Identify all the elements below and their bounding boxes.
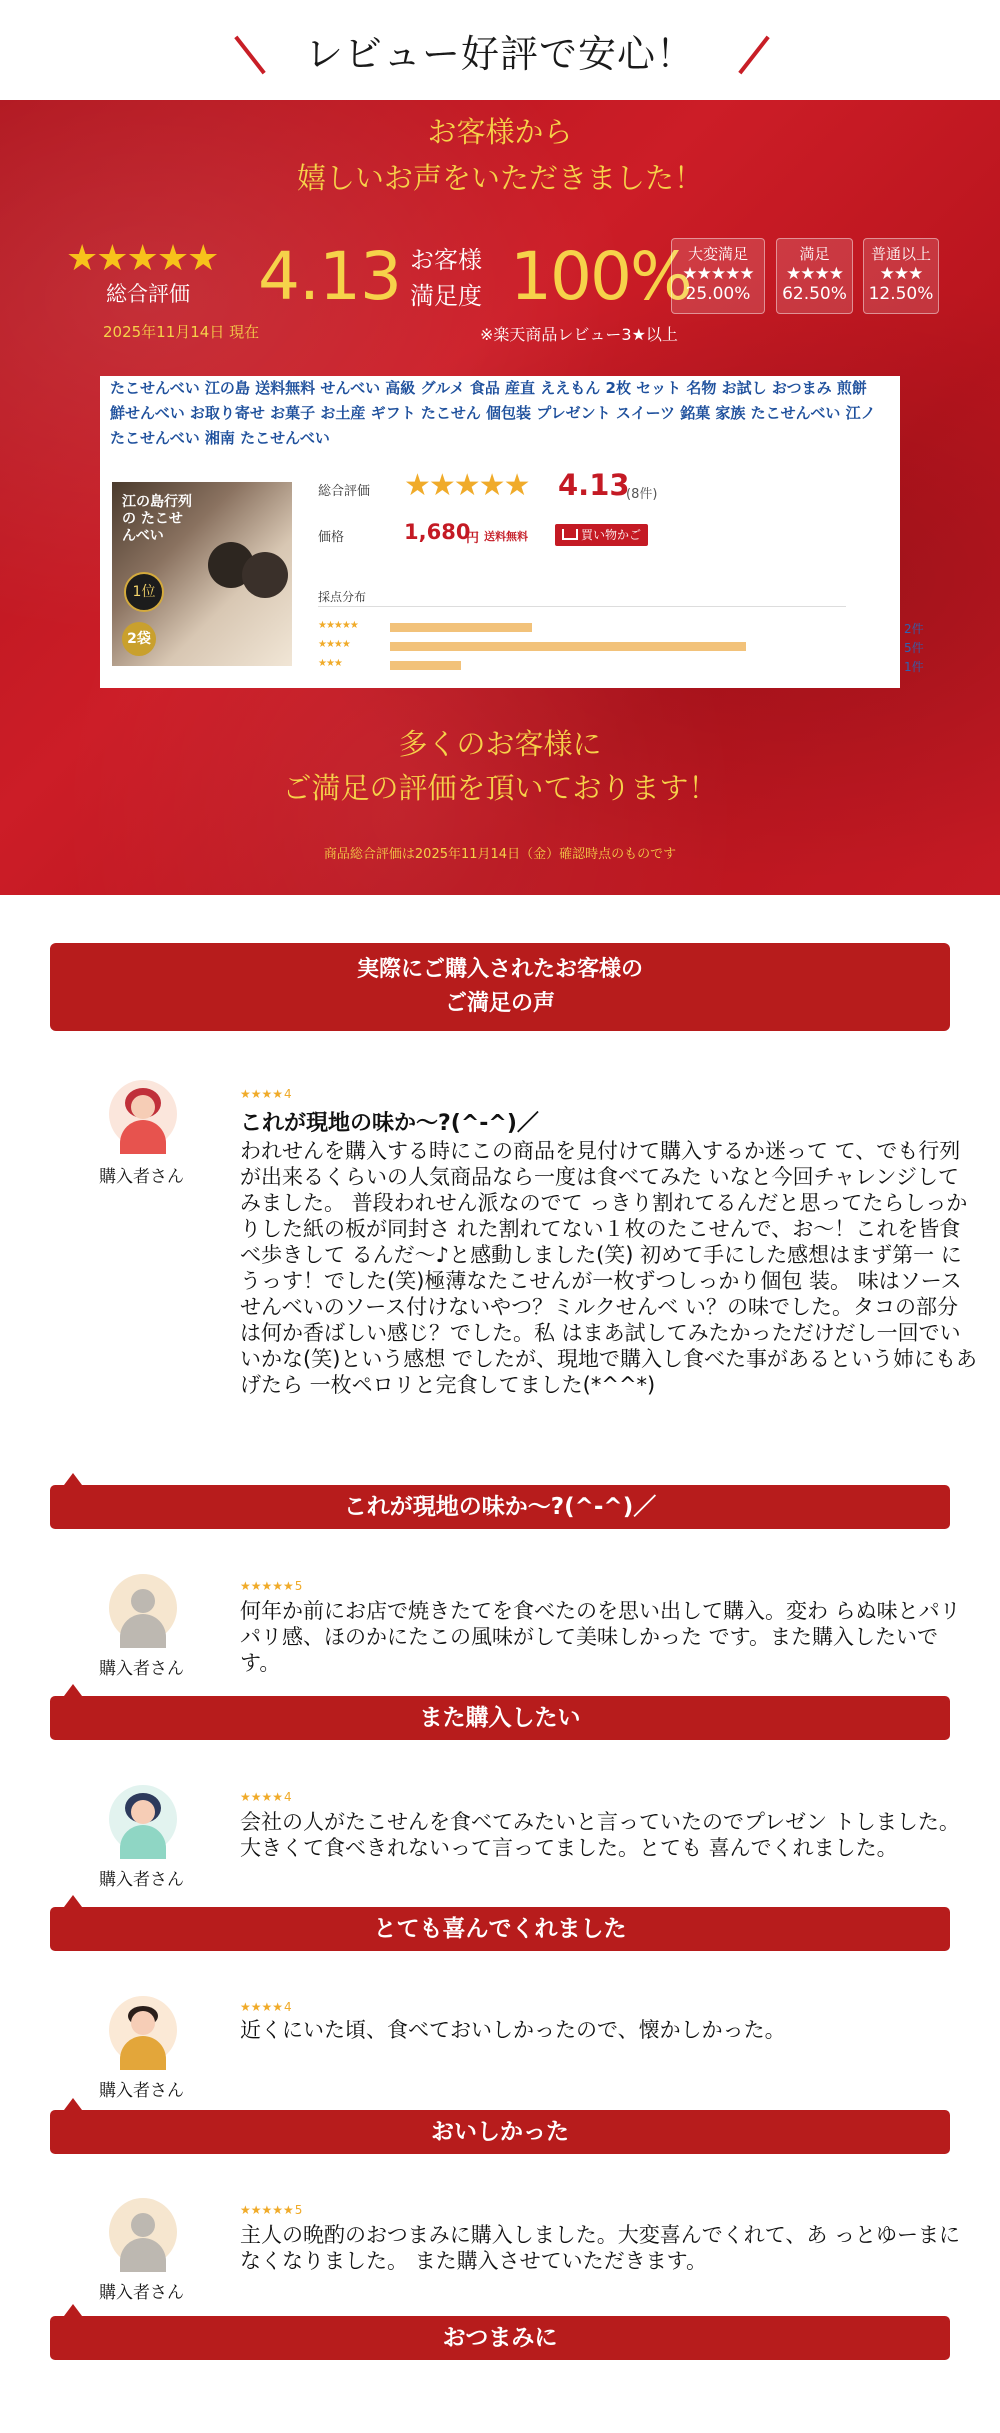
card-star-icon-row: ★★★★★ [404, 468, 529, 503]
decorative-slash-right [738, 36, 769, 75]
rating-date: 2025年11月14日 現在 [103, 323, 260, 341]
product-tags-line1[interactable]: たこせんべい 江の島 送料無料 せんべい 高級 グルメ 食品 産直 ええもん 2枚 セット 名物 お試し おつまみ 煎餅 [110, 379, 867, 397]
avatar-female-icon [109, 1080, 177, 1148]
reviews-header-line1: 実際にご購入されたお客様の [356, 957, 643, 982]
avatar-default-icon [109, 1574, 177, 1642]
card-price: 1,680 [404, 520, 471, 544]
cart-icon [562, 529, 578, 540]
decorative-slash-left [234, 36, 265, 75]
product-image[interactable] [112, 482, 292, 666]
review-star-icon-row: ★★★★★5 [240, 2203, 303, 2217]
person-photo-icon [242, 552, 288, 598]
speech-notch [64, 2304, 82, 2316]
satisfaction-label-2: 満足度 [410, 282, 482, 310]
banner-heading-line2: 嬉しいお声をいただきました！ [296, 161, 703, 195]
distribution-label: 採点分布 [318, 590, 367, 604]
banner-heading-line1: お客様から [427, 115, 573, 149]
distribution-divider [318, 606, 846, 607]
card-score: 4.13 [558, 468, 630, 502]
buyer-name: 購入者さん [99, 2283, 184, 2303]
speech-notch [64, 1684, 82, 1696]
rating-banner [0, 100, 1000, 895]
review-body: われせんを購入する時にこの商品を見付けて購入するか迷って て、でも行列が出来るくらいの人気商品なら一度は食べてみた いなと今回チャレンジしてみました。 普段われせん派なのでて っきり割れてるんだと思ってたらしっかりした紙の板が同封さ れた割れてない１枚のたこせんで、お〜！これを皆食べ歩きして るんだ〜♪と感動しました(笑) 初めて手にした感想はまず第一 にうっす！でした(笑)極薄なたこせんが一枚ずつしっかり個包 装。 味はソースせんべいのソース付けないやつ？ミルクせんべ い？の味でした。タコの部分は何か香ばしい感じ？でした。私 はまあ試してみたかっただけだし一回でいいかな(笑)という感想 でしたが、現地で購入し食べた事があるという姉にもあげたら 一枚ペロリと完食してました(*^^*) [240, 1139, 978, 1397]
banner-footer-line1: 多くのお客様に [398, 727, 602, 761]
reviews-header-line2: ご満足の声 [444, 991, 555, 1016]
speech-notch [64, 1895, 82, 1907]
avatar-female-icon [109, 1785, 177, 1853]
review-item [50, 1996, 950, 2154]
distribution-row: ★★★ 1件 [318, 658, 924, 674]
card-review-count[interactable]: (8件) [626, 487, 658, 502]
review-title: これが現地の味か〜?(^-^)／ [240, 1111, 539, 1136]
review-item [50, 1574, 961, 1742]
review-star-icon-row: ★★★★★5 [240, 1579, 303, 1593]
banner-footer-note: 商品総合評価は2025年11月14日（金）確認時点のものです [323, 847, 677, 862]
satisfaction-percent: 100% [510, 238, 691, 315]
breakdown-note: ※楽天商品レビュー3★以上 [480, 325, 678, 344]
review-body: 近くにいた頃、食べておいしかったので、懐かしかった。 [240, 2018, 786, 2042]
product-tags-line2[interactable]: 鮮せんべい お取り寄せ お菓子 お土産 ギフト たこせん 個包装 プレゼント スイーツ 銘菓 家族 たこせんべい 江ノ [110, 404, 876, 422]
review-summary-bar: とても喜んでくれました [50, 1907, 950, 1951]
distribution-bar [390, 623, 532, 632]
review-star-icon-row: ★★★★4 [240, 2000, 292, 2014]
buyer-name: 購入者さん [99, 1870, 184, 1890]
avatar-default-icon [109, 2198, 177, 2266]
section-heading [0, 0, 1000, 100]
card-price-label: 価格 [318, 530, 345, 545]
buyer-name: 購入者さん [99, 1167, 184, 1187]
buyer-name: 購入者さん [99, 2081, 184, 2101]
product-tags-line3[interactable]: たこせんべい 湘南 たこせんべい [110, 429, 330, 447]
overall-label: 総合評価 [106, 282, 190, 306]
breakdown-satisfied: 満足 ★★★★ 62.50% [776, 238, 853, 314]
card-free-shipping: 送料無料 [484, 530, 528, 543]
breakdown-above-average: 普通以上 ★★★ 12.50% [863, 238, 939, 314]
add-to-cart-button[interactable]: 買い物かご [555, 524, 648, 546]
review-body: 主人の晩酌のおつまみに購入しました。大変喜んでくれて、あ っとゆーまになくなりました。 また購入させていただきます。 [240, 2223, 961, 2273]
review-star-icon-row: ★★★★4 [240, 1790, 292, 1804]
distribution-row: ★★★★ 5件 [318, 639, 924, 655]
review-summary-bar: また購入したい [50, 1696, 950, 1740]
bag-count-badge: 2袋 [122, 622, 156, 656]
distribution-bar [390, 642, 746, 651]
banner-footer-line2: ご満足の評価を頂いております！ [282, 771, 718, 805]
reviews-header [50, 943, 950, 1031]
review-item [50, 1080, 978, 1530]
ranking-medal-icon: 1位 [124, 572, 164, 612]
review-summary-bar: おいしかった [50, 2110, 950, 2154]
card-yen: 円 [466, 531, 480, 546]
product-tags [110, 376, 900, 451]
review-item [50, 1785, 960, 1953]
review-summary-bar: これが現地の味か〜?(^-^)／ [50, 1485, 950, 1529]
buyer-name: 購入者さん [99, 1659, 184, 1679]
product-image-caption: 江の島行列の たこせんべい [122, 494, 192, 544]
distribution-bar [390, 661, 461, 670]
review-item [50, 2198, 961, 2360]
card-rating-label: 総合評価 [318, 484, 371, 499]
review-summary-bar: おつまみに [50, 2316, 950, 2360]
review-body: 何年か前にお店で焼きたてを食べたのを思い出して購入。変わ らぬ味とパリパリ感、ほのかにたこの風味がして美味しかった です。また購入したいです。 [240, 1599, 961, 1675]
breakdown-very-satisfied: 大変満足 ★★★★★ 25.00% [671, 238, 765, 314]
overall-star-icon-row: ★★★★★ [66, 238, 218, 279]
satisfaction-label-1: お客様 [410, 246, 482, 274]
speech-notch [64, 1473, 82, 1485]
product-rating-card [100, 376, 924, 688]
review-star-icon-row: ★★★★4 [240, 1087, 292, 1101]
avatar-male-icon [109, 1996, 177, 2064]
overall-score: 4.13 [258, 238, 401, 315]
review-body: 会社の人がたこせんを食べてみたいと言っていたのでプレゼン トしました。大きくて食べきれないって言ってました。とても 喜んでくれました。 [240, 1810, 960, 1860]
distribution-row: ★★★★★ 2件 [318, 620, 924, 636]
speech-notch [64, 2098, 82, 2110]
page-title: レビュー好評で安心！ [304, 31, 695, 76]
